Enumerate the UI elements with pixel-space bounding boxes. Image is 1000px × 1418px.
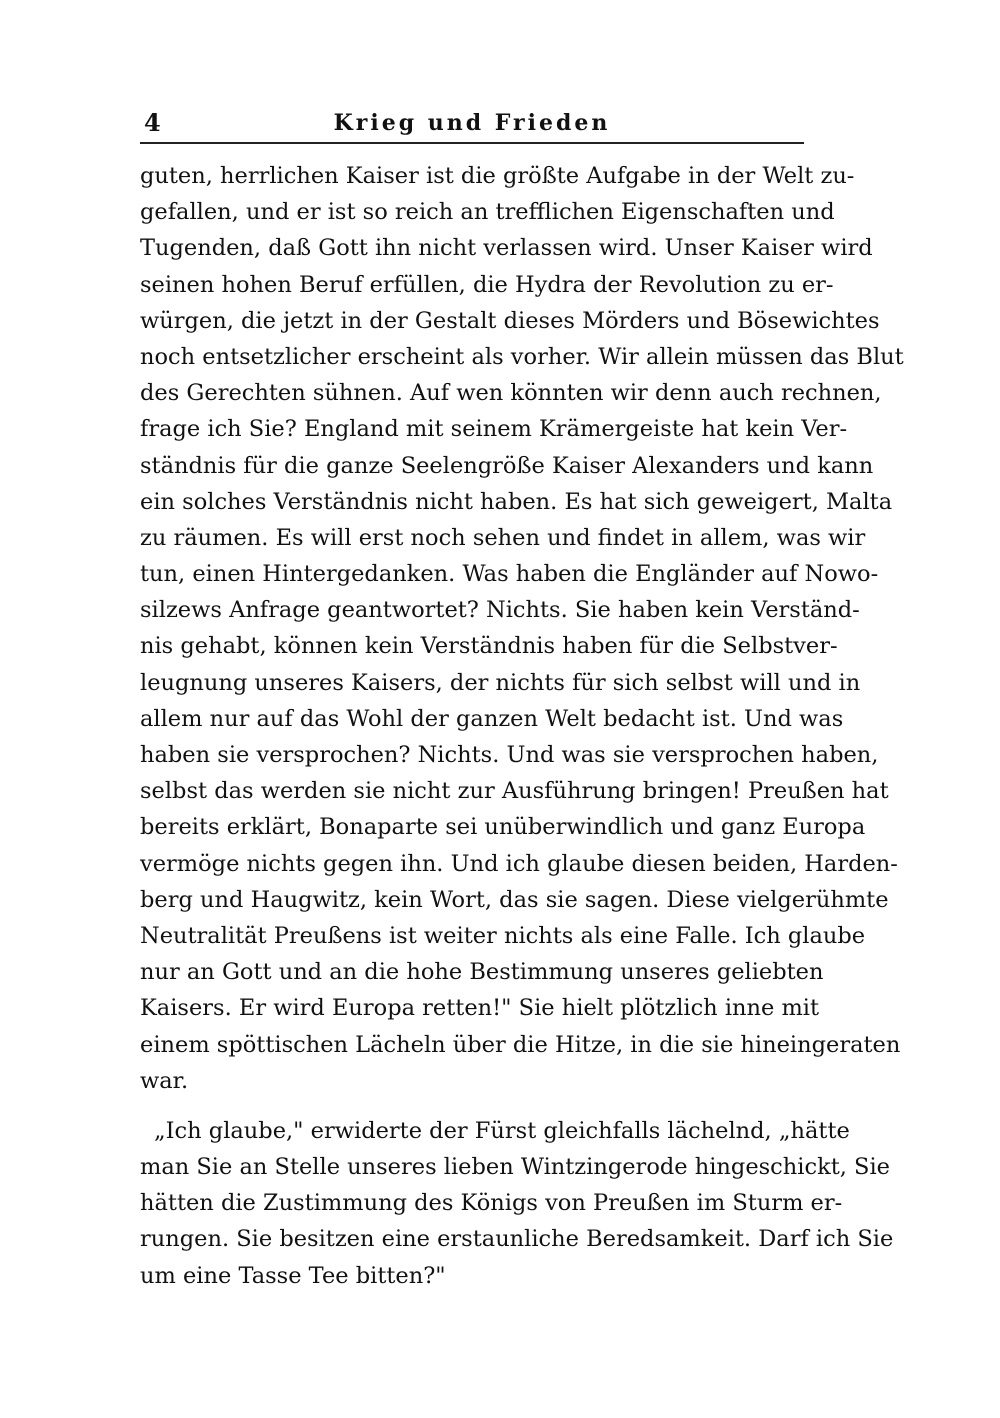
text-line: Tugenden, daß Gott ihn nicht verlassen wird. Unser Kaiser wird xyxy=(140,235,873,262)
text-line: haben sie versprochen? Nichts. Und was sie versprochen haben, xyxy=(140,742,879,768)
text-line: guten, herrlichen Kaiser ist die größte Aufgabe in der Welt zu- xyxy=(140,163,855,189)
text-line: bereits erklärt, Bonaparte sei unüberwindlich und ganz Europa xyxy=(140,814,866,841)
text-line: würgen, die jetzt in der Gestalt dieses Mörders und Bösewichtes xyxy=(140,307,880,334)
body-text xyxy=(140,158,904,1294)
text-line: des Gerechten sühnen. Auf wen könnten wir denn auch rechnen, xyxy=(140,380,882,407)
text-line: noch entsetzlicher erscheint als vorher. Wir allein müssen das Blut xyxy=(140,343,904,370)
running-title: Krieg und Frieden xyxy=(333,110,611,136)
text-line: leugnung unseres Kaisers, der nichts für sich selbst will und in xyxy=(140,669,861,696)
text-line: vermöge nichts gegen ihn. Und ich glaube diesen beiden, Harden- xyxy=(140,850,898,877)
paragraph-1 xyxy=(140,158,904,1099)
paragraph-2 xyxy=(140,1113,894,1294)
text-line: allem nur auf das Wohl der ganzen Welt bedacht ist. Und was xyxy=(140,705,844,732)
text-line: war. xyxy=(140,1067,189,1094)
text-line: „Ich glaube," erwiderte der Fürst gleichfalls lächelnd, „hätte xyxy=(154,1117,850,1144)
text-line: Kaisers. Er wird Europa retten!" Sie hielt plötzlich inne mit xyxy=(140,995,820,1022)
text-line: einem spöttischen Lächeln über die Hitze, in die sie hineingeraten xyxy=(140,1031,901,1058)
text-line: zu räumen. Es will erst noch sehen und findet in allem, was wir xyxy=(140,524,866,551)
paragraph-gap xyxy=(140,1099,804,1113)
text-line: gefallen, und er ist so reich an trefflichen Eigenschaften und xyxy=(140,199,835,226)
text-line: silzews Anfrage geantwortet? Nichts. Sie haben kein Verständ- xyxy=(140,597,860,624)
page-header xyxy=(140,106,804,144)
text-line: berg und Haugwitz, kein Wort, das sie sagen. Diese vielgerühmte xyxy=(140,886,889,913)
text-line: selbst das werden sie nicht zur Ausführung bringen! Preußen hat xyxy=(140,778,889,805)
text-line: nur an Gott und an die hohe Bestimmung unseres geliebten xyxy=(140,959,824,986)
text-line: frage ich Sie? England mit seinem Krämergeiste hat kein Ver- xyxy=(140,416,848,443)
text-line: ein solches Verständnis nicht haben. Es hat sich geweigert, Malta xyxy=(140,488,893,515)
text-line: rungen. Sie besitzen eine erstaunliche Beredsamkeit. Darf ich Sie xyxy=(140,1226,894,1253)
text-line: man Sie an Stelle unseres lieben Wintzingerode hingeschickt, Sie xyxy=(140,1154,890,1181)
text-line: nis gehabt, können kein Verständnis haben für die Selbstver- xyxy=(140,633,838,660)
text-line: Neutralität Preußens ist weiter nichts als eine Falle. Ich glaube xyxy=(140,922,866,949)
text-line: um eine Tasse Tee bitten?" xyxy=(140,1262,446,1289)
text-line: hätten die Zustimmung des Königs von Preußen im Sturm er- xyxy=(140,1190,843,1217)
page-number: 4 xyxy=(144,108,161,137)
text-line: tun, einen Hintergedanken. Was haben die Engländer auf Nowo- xyxy=(140,561,879,588)
text-line: seinen hohen Beruf erfüllen, die Hydra der Revolution zu er- xyxy=(140,271,834,298)
text-line: ständnis für die ganze Seelengröße Kaiser Alexanders und kann xyxy=(140,452,874,479)
